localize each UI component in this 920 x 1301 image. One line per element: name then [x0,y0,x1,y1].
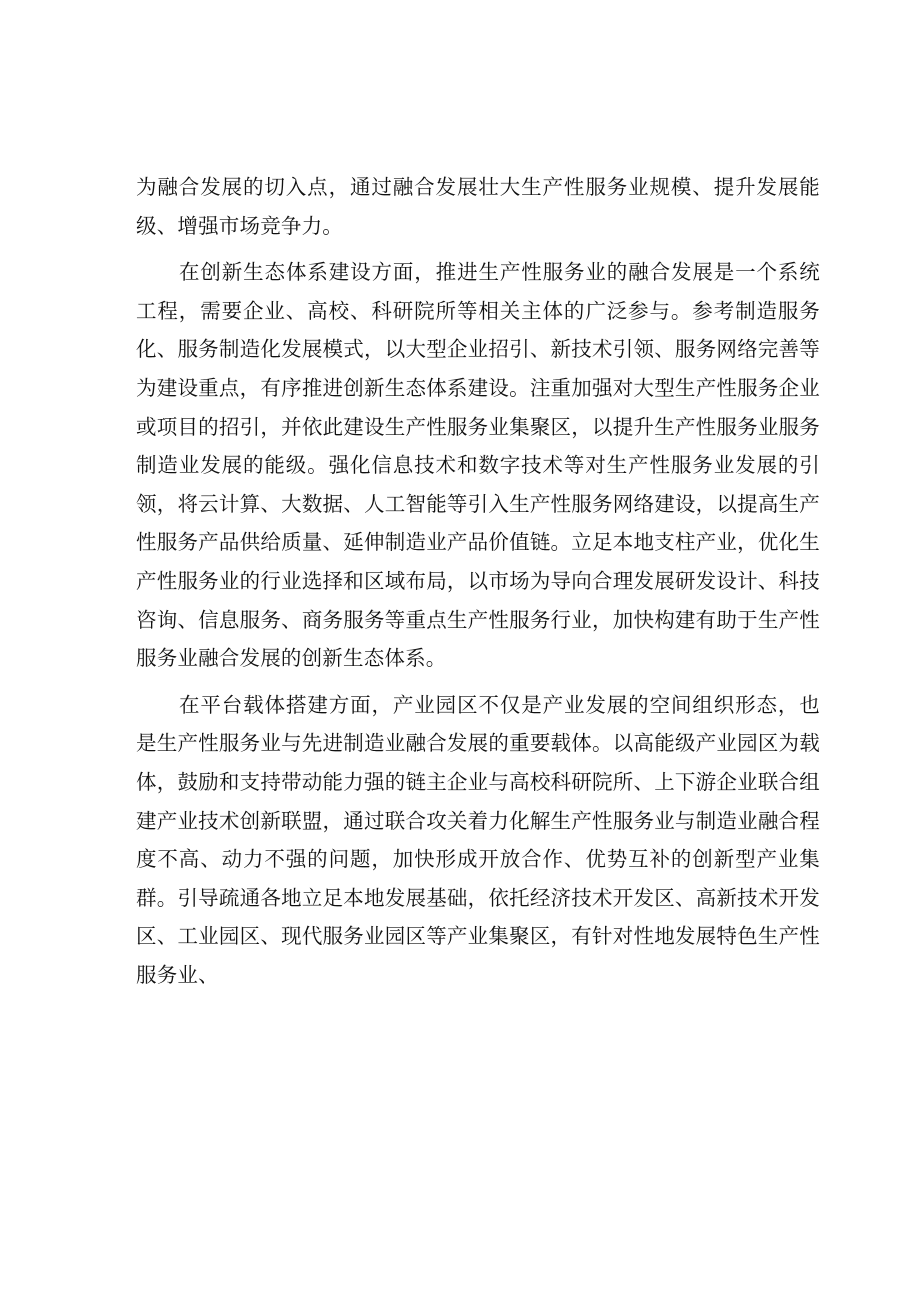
document-body [136,168,820,994]
paragraph-platform-carrier: 在平台载体搭建方面，产业园区不仅是产业发展的空间组织形态，也是生产性服务业与先进制造业融合发展的重要载体。以高能级产业园区为载体，鼓励和支持带动能力强的链主企业与高校科研院所、上下游企业联合组建产业技术创新联盟，通过联合攻关着力化解生产性服务业与制造业融合程度不高、动力不强的问题，加快形成开放合作、优势互补的创新型产业集群。引导疏通各地立足本地发展基础，依托经济技术开发区、高新技术开发区、工业园区、现代服务业园区等产业集聚区，有针对性地发展特色生产性服务业、 [136,692,820,987]
paragraph-continuation: 为融合发展的切入点，通过融合发展壮大生产性服务业规模、提升发展能级、增强市场竞争力。 [136,175,820,238]
paragraph-innovation-ecosystem: 在创新生态体系建设方面，推进生产性服务业的融合发展是一个系统工程，需要企业、高校、科研院所等相关主体的广泛参与。参考制造服务化、服务制造化发展模式，以大型企业招引、新技术引领、服务网络完善等为建设重点，有序推进创新生态体系建设。注重加强对大型生产性服务企业或项目的招引，并依此建设生产性服务业集聚区，以提升生产性服务业服务制造业发展的能级。强化信息技术和数字技术等对生产性服务业发展的引领，将云计算、大数据、人工智能等引入生产性服务网络建设，以提高生产性服务产品供给质量、延伸制造业产品价值链。立足本地支柱产业，优化生产性服务业的行业选择和区域布局，以市场为导向合理发展研发设计、科技咨询、信息服务、商务服务等重点生产性服务行业，加快构建有助于生产性服务业融合发展的创新生态体系。 [136,260,820,671]
